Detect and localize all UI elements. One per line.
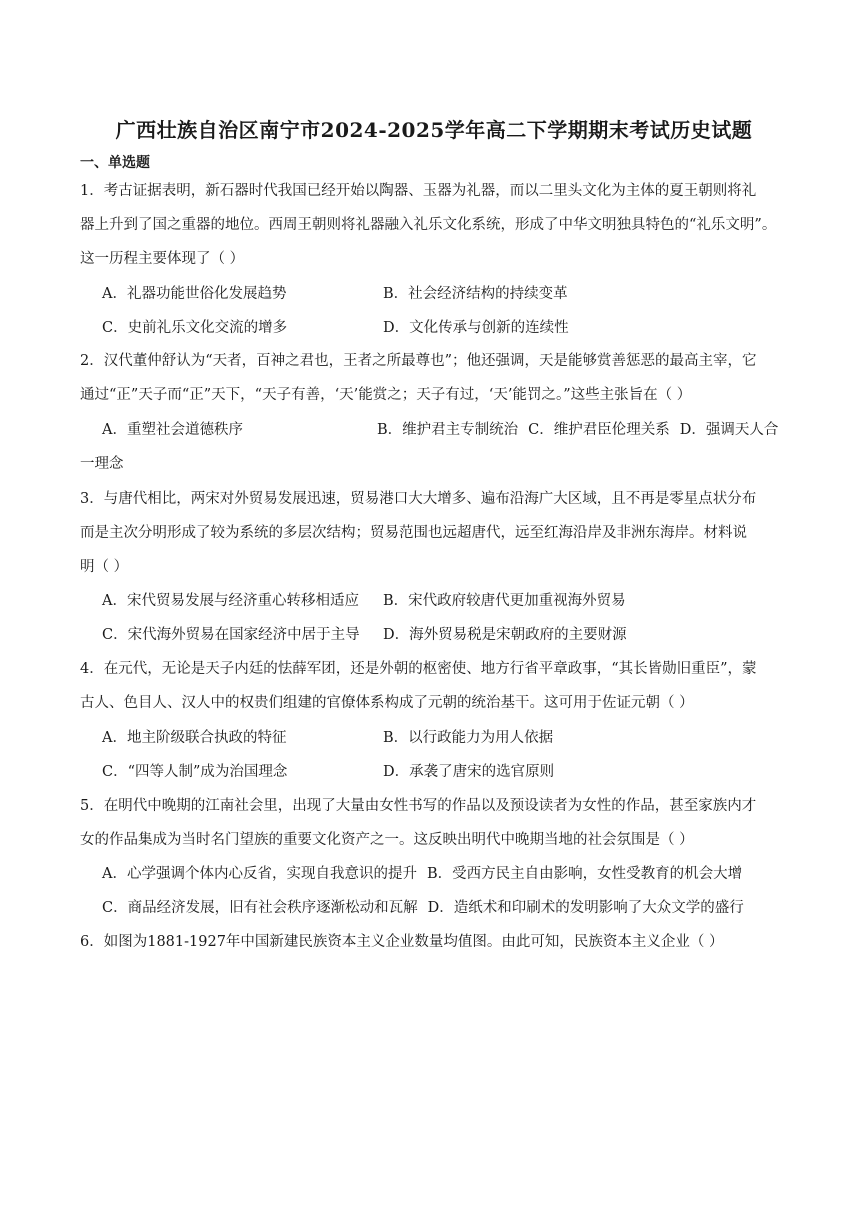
question-3-option-d[interactable]: D．海外贸易税是宋朝政府的主要财源 <box>383 627 627 643</box>
question-5-text-cont: 女的作品集成为当时名门望族的重要文化资产之一。这反映出明代中晚期当地的社会氛围是（ ） <box>80 832 694 848</box>
question-6-text: 6．如图为1881-1927年中国新建民族资本主义企业数量均值图。由此可知，民族资本主义企业（ ） <box>80 934 724 950</box>
question-5-option-c[interactable]: C．商品经济发展，旧有社会秩序逐渐松动和瓦解 <box>102 900 418 916</box>
question-1-option-c[interactable]: C．史前礼乐文化交流的增多 <box>102 320 288 336</box>
question-5-option-b[interactable]: B．受西方民主自由影响，女性受教育的机会大增 <box>426 866 743 882</box>
section-heading: 一、单选题 <box>80 155 150 171</box>
question-5-options-row-1 <box>102 864 742 884</box>
question-1-option-d[interactable]: D．文化传承与创新的连续性 <box>383 320 569 336</box>
question-2-option-d-cont: 一理念 <box>80 456 124 472</box>
question-1-option-b[interactable]: B．社会经济结构的持续变革 <box>383 286 568 302</box>
question-3-text: 3．与唐代相比，两宋对外贸易发展迅速，贸易港口大大增多、遍布沿海广大区域，且不再是零星点状分布 <box>80 491 757 507</box>
question-5-options-row-2 <box>102 898 744 918</box>
question-1-option-a[interactable]: A．礼器功能世俗化发展趋势 <box>102 286 287 302</box>
question-1-text-cont: 器上升到了国之重器的地位。西周王朝则将礼器融入礼乐文化系统，形成了中华文明独具特色的“礼乐文明”。 <box>80 217 777 233</box>
question-2-text: 2．汉代董仲舒认为“天者，百神之君也，王者之所最尊也”；他还强调，天是能够赏善惩恶的最高主宰，它 <box>80 353 757 369</box>
question-2-text-cont: 通过“正”天子而“正”天下，“天子有善，‘天’能赏之；天子有过，‘天’能罚之。”这些主张旨在（ ） <box>80 387 692 403</box>
question-2-options-row <box>102 420 778 440</box>
question-3-option-a[interactable]: A．宋代贸易发展与经济重心转移相适应 <box>102 593 359 609</box>
question-4-option-a[interactable]: A．地主阶级联合执政的特征 <box>102 730 287 746</box>
question-4-option-d[interactable]: D．承袭了唐宋的选官原则 <box>383 764 555 780</box>
question-4-text-cont: 古人、色目人、汉人中的权贵们组建的官僚体系构成了元朝的统治基干。这可用于佐证元朝（ ） <box>80 695 694 711</box>
question-1-stem-end: 这一历程主要体现了（ ） <box>80 251 245 267</box>
question-1-text: 1．考古证据表明，新石器时代我国已经开始以陶器、玉器为礼器，而以二里头文化为主体的夏王朝则将礼 <box>80 183 757 199</box>
question-2-option-d[interactable]: D．强调天人合 <box>679 422 779 438</box>
question-3-option-b[interactable]: B．宋代政府较唐代更加重视海外贸易 <box>383 593 626 609</box>
question-4-text: 4．在元代，无论是天子内廷的怯薛军团，还是外朝的枢密使、地方行省平章政事，“其长皆勋旧重臣”，蒙 <box>80 661 757 677</box>
question-5-text: 5．在明代中晚期的江南社会里，出现了大量由女性书写的作品以及预设读者为女性的作品，甚至家族内才 <box>80 798 757 814</box>
question-2-option-a[interactable]: A．重塑社会道德秩序 <box>102 422 243 438</box>
question-2-option-b[interactable]: B．维护君主专制统治 <box>376 422 519 438</box>
exam-title: 广西壮族自治区南宁市2024-2025学年高二下学期期末考试历史试题 <box>115 118 753 142</box>
question-5-option-a[interactable]: A．心学强调个体内心反省，实现自我意识的提升 <box>102 866 417 882</box>
question-4-option-b[interactable]: B．以行政能力为用人依据 <box>383 730 554 746</box>
question-2-option-c[interactable]: C．维护君臣伦理关系 <box>528 422 670 438</box>
question-4-option-c[interactable]: C．“四等人制”成为治国理念 <box>102 764 288 780</box>
question-3-option-c[interactable]: C．宋代海外贸易在国家经济中居于主导 <box>102 627 360 643</box>
question-3-text-cont: 而是主次分明形成了较为系统的多层次结构；贸易范围也远超唐代，远至红海沿岸及非洲东海岸。材料说 <box>80 525 747 541</box>
question-5-option-d[interactable]: D．造纸术和印刷术的发明影响了大众文学的盛行 <box>427 900 744 916</box>
question-3-stem-end: 明（ ） <box>80 559 129 575</box>
